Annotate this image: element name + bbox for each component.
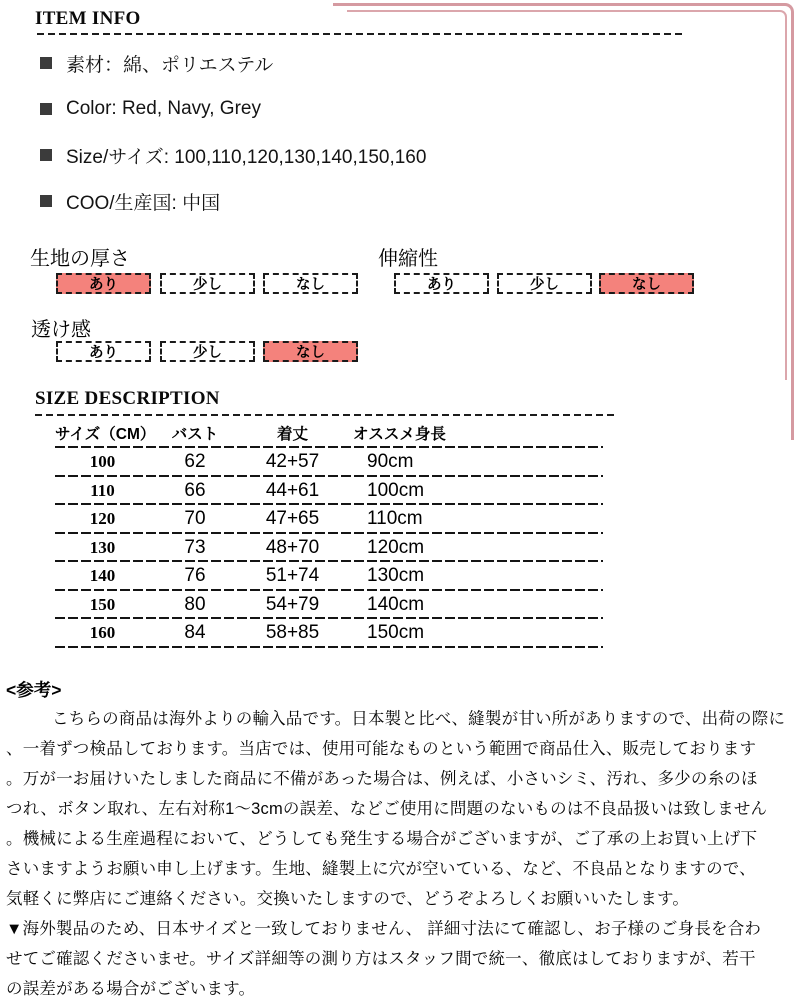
- fabric-thickness-option-ari: あり: [56, 273, 151, 294]
- reference-title: <参考>: [6, 680, 62, 700]
- size-table-row: [55, 448, 603, 477]
- size-table: [55, 418, 603, 648]
- fabric-thickness-option-nashi: なし: [263, 273, 358, 294]
- reference-paragraph-line: さいますようお願い申し上げます。生地、縫製上に穴が空いている、など、不良品となりますので、: [6, 860, 756, 878]
- bullet-square-icon: [40, 57, 52, 69]
- stretch-option-nashi: なし: [599, 273, 694, 294]
- sheerness-option-sukoshi: 少し: [160, 341, 255, 362]
- cell-height: 110cm: [367, 508, 423, 530]
- cell-length: 48+70: [265, 536, 320, 558]
- item-info-bullet-list: [40, 40, 426, 224]
- size-table-row: [55, 477, 603, 506]
- col-header-bust: バスト: [171, 426, 219, 443]
- bullet-text-material: 素材：綿、ポリエステル: [66, 54, 274, 76]
- size-table-row: [55, 505, 603, 534]
- size-table-header-row: [55, 418, 603, 448]
- reference-paragraph-line: せてご確認くださいませ。サイズ詳細等の測り方はスタッフ間で統一、徹底はしておりますが、若干: [6, 950, 756, 968]
- reference-section: [6, 676, 786, 1000]
- bullet-square-icon: [40, 149, 52, 161]
- sheerness-option-ari: あり: [56, 341, 151, 362]
- cell-height: 150cm: [367, 622, 425, 644]
- bullet-item-size: [40, 132, 426, 178]
- reference-paragraph-line: ▼海外製品のため、日本サイズと一致しておりません、 詳細寸法にて確認し、お子様のご身長を合わ: [6, 920, 762, 938]
- cell-height: 140cm: [367, 593, 425, 615]
- reference-paragraph-line: 。機械による生産過程において、どうしても発生する場合がございますが、ご了承の上お買い上げ下: [6, 830, 758, 848]
- col-header-recommended-height: オススメ身長: [353, 426, 446, 443]
- cell-bust: 62: [184, 451, 206, 473]
- cell-height: 130cm: [367, 565, 425, 587]
- stretch-label: 伸縮性: [378, 248, 438, 270]
- item-info-divider: [37, 33, 682, 35]
- size-table-row: [55, 591, 603, 620]
- cell-size: 110: [90, 480, 115, 500]
- cell-size: 120: [89, 509, 116, 529]
- bullet-square-icon: [40, 195, 52, 207]
- cell-length: 44+61: [265, 479, 320, 501]
- cell-height: 120cm: [367, 536, 425, 558]
- cell-length: 54+79: [265, 593, 320, 615]
- fabric-thickness-option-sukoshi: 少し: [160, 273, 255, 294]
- col-header-size: サイズ（CM）: [55, 426, 156, 443]
- col-header-length: 着丈: [276, 426, 308, 443]
- cell-height: 90cm: [367, 451, 414, 473]
- size-table-row: [55, 534, 603, 563]
- reference-paragraph-line: 、一着ずつ検品しております。当店では、使用可能なものという範囲で商品仕入、販売しております: [6, 740, 757, 758]
- cell-bust: 70: [184, 508, 206, 530]
- cell-size: 150: [89, 594, 116, 614]
- bullet-item-material: [40, 40, 426, 86]
- cell-length: 42+57: [265, 451, 320, 473]
- cell-length: 51+74: [265, 565, 320, 587]
- bullet-text-size: Size/サイズ: 100,110,120,130,140,150,160: [66, 146, 427, 168]
- stretch-option-sukoshi: 少し: [497, 273, 592, 294]
- sheerness-option-nashi: なし: [263, 341, 358, 362]
- bullet-item-coo: [40, 178, 426, 224]
- reference-paragraph-line: 気軽くに弊店にご連絡ください。交換いたしますので、どうぞよろしくお願いいたします。: [6, 890, 690, 908]
- cell-size: 130: [89, 537, 116, 557]
- size-description-divider: [35, 414, 618, 416]
- reference-paragraph-line: の誤差がある場合がございます。: [6, 980, 256, 998]
- bullet-square-icon: [40, 103, 52, 115]
- reference-paragraph-line: つれ、ボタン取れ、左右対称1～3cmの誤差、などご使用に問題のないものは不良品扱いは致しません: [6, 800, 768, 818]
- cell-size: 100: [89, 452, 116, 472]
- size-table-row: [55, 619, 603, 648]
- cell-height: 100cm: [367, 479, 425, 501]
- cell-length: 47+65: [265, 508, 320, 530]
- cell-bust: 76: [184, 565, 206, 587]
- reference-paragraph-line: こちらの商品は海外よりの輸入品です。日本製と比べ、縫製が甘い所がありますので、出荷の際に: [52, 710, 786, 728]
- cell-bust: 73: [184, 536, 206, 558]
- sheerness-label: 透け感: [31, 319, 91, 341]
- cell-bust: 66: [184, 479, 206, 501]
- size-description-title: SIZE DESCRIPTION: [35, 388, 220, 409]
- reference-paragraph-line: 。万が一お届けいたしました商品に不備があった場合は、例えば、小さいシミ、汚れ、多少の糸のほ: [6, 770, 758, 788]
- item-info-title: ITEM INFO: [35, 8, 141, 29]
- fabric-thickness-label: 生地の厚さ: [30, 248, 130, 270]
- size-table-row: [55, 562, 603, 591]
- cell-bust: 80: [184, 593, 206, 615]
- bullet-text-color: Color: Red, Navy, Grey: [66, 98, 261, 119]
- cell-bust: 84: [184, 622, 206, 644]
- bullet-item-color: [40, 86, 426, 132]
- bullet-text-coo: COO/生産国: 中国: [66, 192, 221, 214]
- cell-size: 140: [89, 566, 116, 586]
- stretch-option-ari: あり: [394, 273, 489, 294]
- cell-size: 160: [89, 623, 116, 643]
- cell-length: 58+85: [265, 622, 320, 644]
